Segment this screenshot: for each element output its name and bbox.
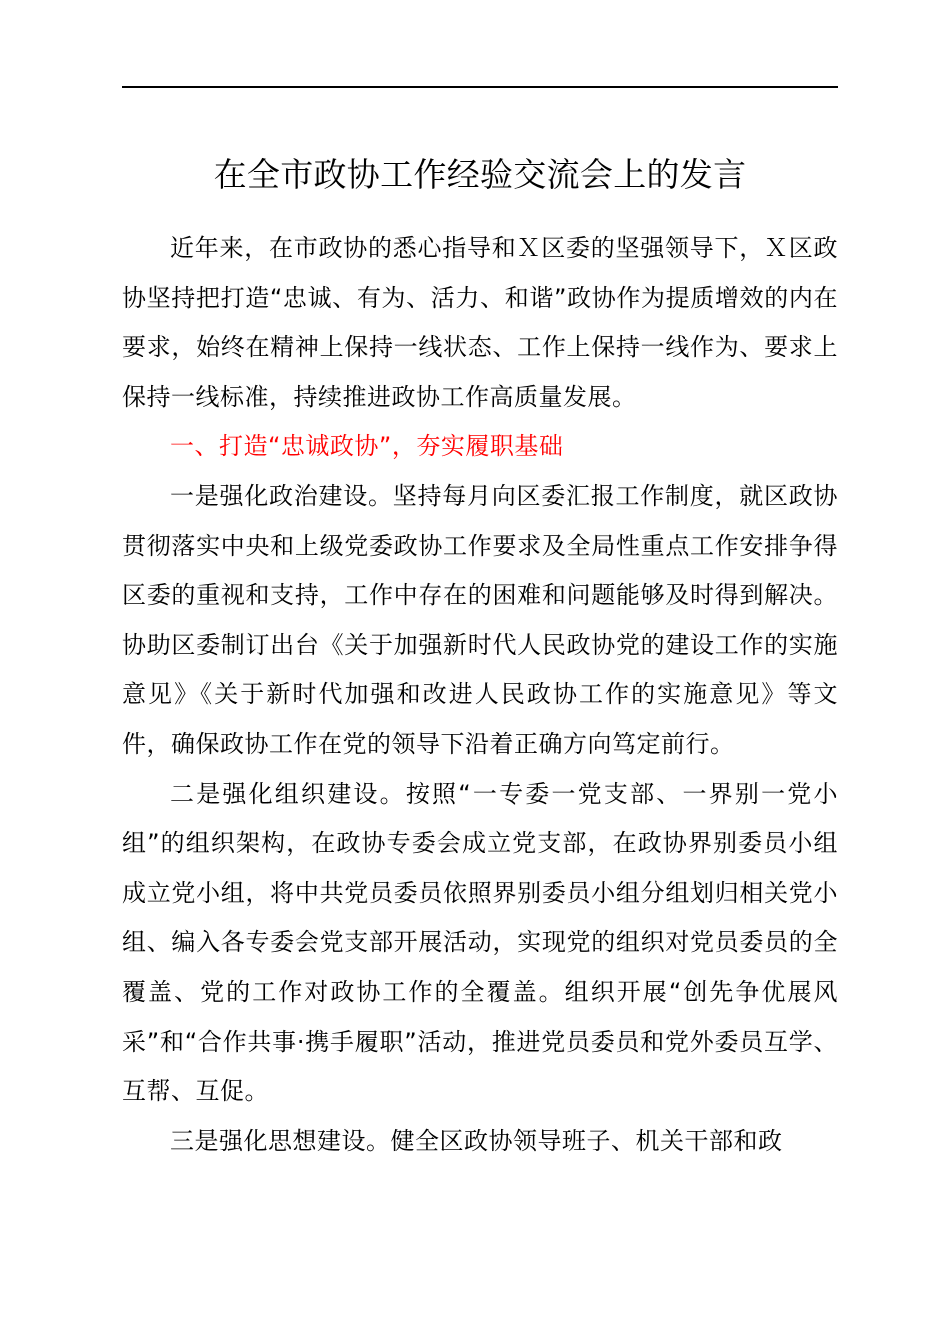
document-body <box>122 224 838 1166</box>
paragraph-organization-building: 二是强化组织建设。按照“一专委一党支部、一界别一党小组”的组织架构，在政协专委会成立党支部，在政协界别委员小组成立党小组，将中共党员委员依照界别委员小组分组划归相关党小组、编入各专委会党支部开展活动，实现党的组织对党员委员的全覆盖、党的工作对政协工作的全覆盖。组织开展“创先争优展风采”和“合作共事·携手履职”活动，推进党员委员和党外委员互学、互帮、互促。 <box>122 779 838 1106</box>
paragraph-political-building: 一是强化政治建设。坚持每月向区委汇报工作制度，就区政协贯彻落实中央和上级党委政协工作要求及全局性重点工作安排争得区委的重视和支持，工作中存在的困难和问题能够及时得到解决。协助区委制订出台《关于加强新时代人民政协党的建设工作的实施意见》《关于新时代加强和改进人民政协工作的实施意见》等文件，确保政协工作在党的领导下沿着正确方向笃定前行。 <box>122 481 838 758</box>
intro-paragraph: 近年来，在市政协的悉心指导和Ｘ区委的坚强领导下，Ｘ区政协坚持把打造“忠诚、有为、活力、和谐”政协作为提质增效的内在要求，始终在精神上保持一线状态、工作上保持一线作为、要求上保持一线标准，持续推进政协工作高质量发展。 <box>122 234 838 411</box>
paragraph-ideological-building: 三是强化思想建设。健全区政协领导班子、机关干部和政 <box>170 1126 783 1155</box>
section-heading-1: 一、打造“忠诚政协”，夯实履职基础 <box>170 432 564 461</box>
page-title: 在全市政协工作经验交流会上的发言 <box>213 155 747 194</box>
header-divider <box>122 86 838 88</box>
